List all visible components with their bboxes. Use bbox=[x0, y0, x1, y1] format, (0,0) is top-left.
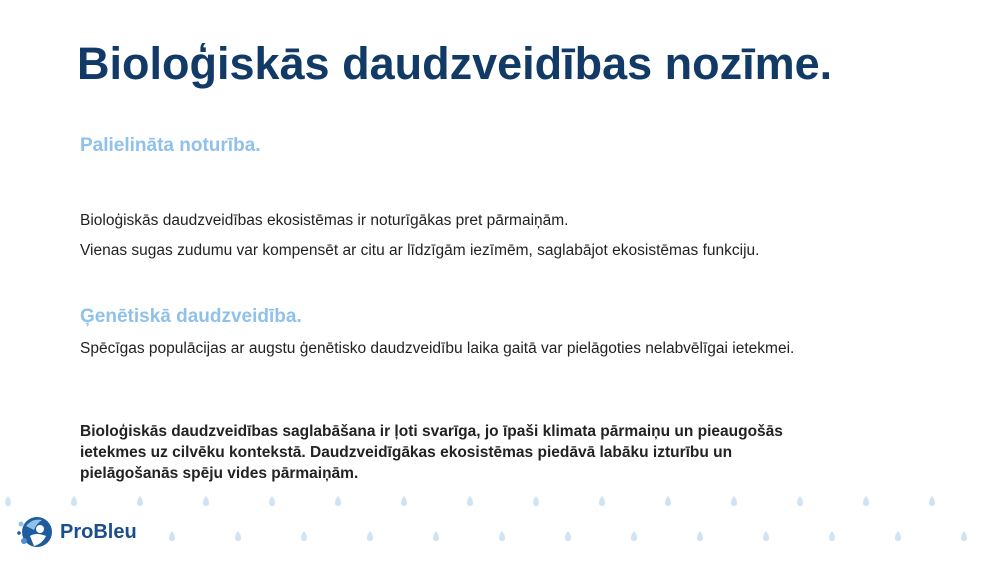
droplet-dot-icon bbox=[665, 496, 671, 506]
droplet-dot-icon bbox=[203, 496, 209, 506]
logo-text: ProBleu bbox=[60, 521, 137, 543]
droplet-dot-icon bbox=[763, 531, 769, 541]
probleu-logo bbox=[16, 514, 146, 550]
droplet-dot-icon bbox=[829, 531, 835, 541]
droplet-dot-icon bbox=[599, 496, 605, 506]
resilience-paragraph-1: Bioloģiskās daudzveidības ekosistēmas ir noturīgākas pret pārmaiņām. bbox=[80, 212, 569, 229]
droplet-dot-icon bbox=[433, 531, 439, 541]
droplet-dot-icon bbox=[235, 531, 241, 541]
droplet-dot-icon bbox=[797, 496, 803, 506]
droplet-dot-icon bbox=[367, 531, 373, 541]
droplet-dot-icon bbox=[565, 531, 571, 541]
genetic-diversity-paragraph: Spēcīgas populācijas ar augstu ģenētisko daudzveidību laika gaitā var pielāgoties nelabvēlīgai ietekmei. bbox=[80, 340, 795, 357]
droplet-dot-icon bbox=[71, 496, 77, 506]
droplet-dot-icon bbox=[169, 531, 175, 541]
water-droplet-pattern bbox=[0, 488, 1000, 563]
droplet-dot-icon bbox=[467, 496, 473, 506]
slide-title: Bioloģiskās daudzveidības nozīme. bbox=[77, 38, 833, 89]
droplet-dot-icon bbox=[269, 496, 275, 506]
droplet-dot-icon bbox=[301, 531, 307, 541]
section-heading-resilience: Palielināta noturība. bbox=[80, 135, 261, 156]
droplet-dot-icon bbox=[631, 531, 637, 541]
droplet-dot-icon bbox=[137, 496, 143, 506]
droplet-dot-icon bbox=[929, 496, 935, 506]
droplet-dot-icon bbox=[863, 496, 869, 506]
droplet-dot-icon bbox=[499, 531, 505, 541]
resilience-paragraph-2: Vienas sugas zudumu var kompensēt ar citu ar līdzīgām iezīmēm, saglabājot ekosistēmas funkciju. bbox=[80, 242, 760, 259]
droplet-dot-icon bbox=[335, 496, 341, 506]
droplet-dot-icon bbox=[697, 531, 703, 541]
droplet-dot-icon bbox=[401, 496, 407, 506]
droplet-dot-icon bbox=[5, 496, 11, 506]
droplet-dot-icon bbox=[895, 531, 901, 541]
section-heading-genetic-diversity: Ģenētiskā daudzveidība. bbox=[80, 306, 302, 327]
droplet-dot-icon bbox=[961, 531, 967, 541]
droplet-dot-icon bbox=[731, 496, 737, 506]
conclusion-paragraph: Bioloģiskās daudzveidības saglabāšana ir ļoti svarīga, jo īpaši klimata pārmaiņu un pieaugošās ietekmes uz cilvēku kontekstā. Daudzveidīgākas ekosistēmas piedāvā labāku izturību un pielāgošanās spēju vides pārmaiņām. bbox=[80, 423, 783, 482]
droplet-dot-icon bbox=[533, 496, 539, 506]
probleu-globe-logo-icon bbox=[16, 514, 54, 550]
